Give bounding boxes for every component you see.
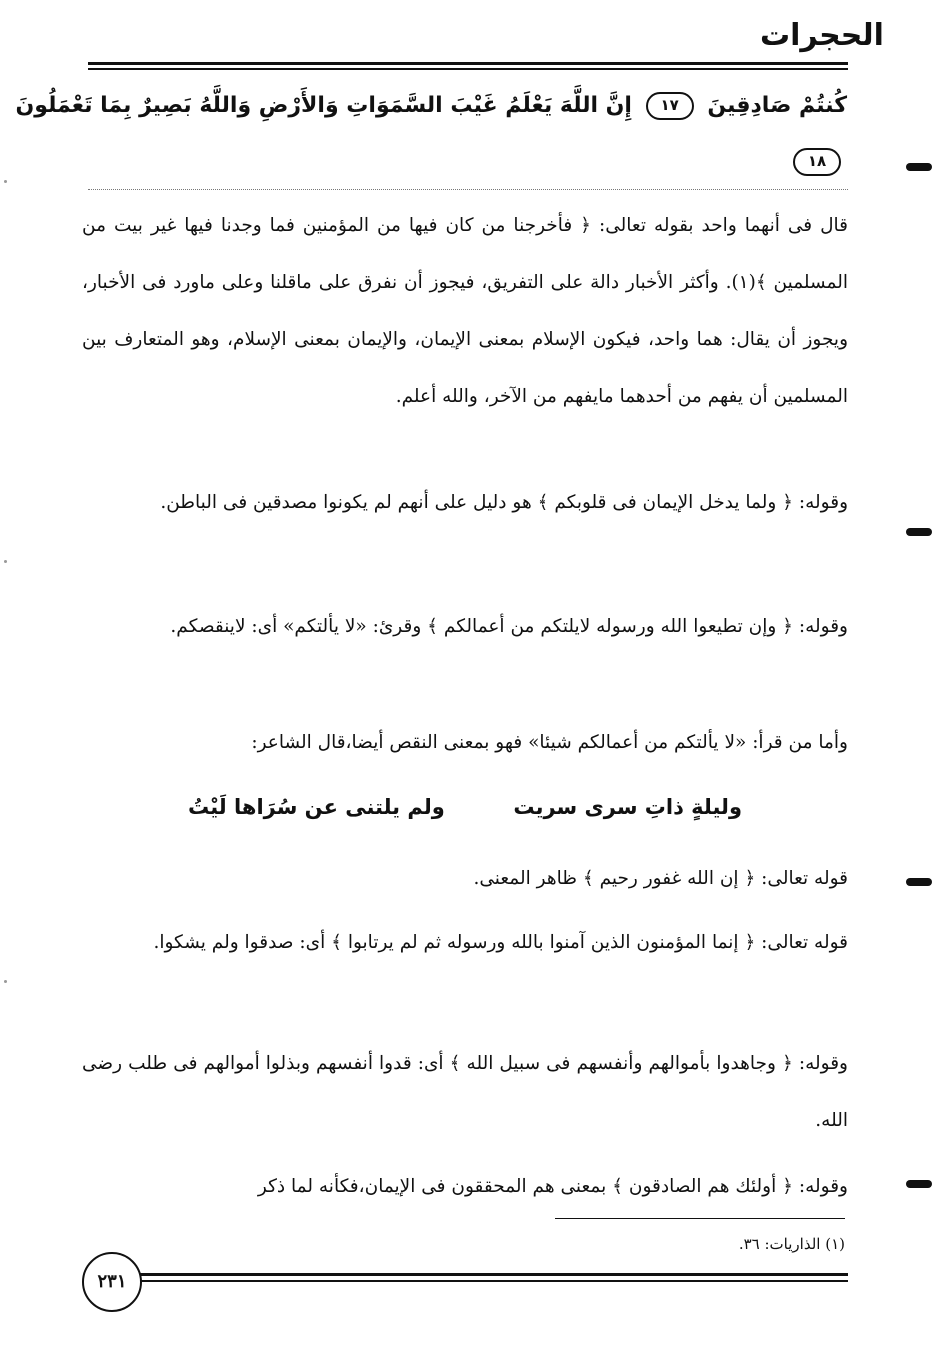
header-rule-bottom — [88, 68, 848, 70]
footnote: (١) الذاريات: ٣٦. — [738, 1235, 845, 1253]
ayah-marker-18: ١٨ — [793, 148, 841, 176]
margin-mark — [906, 878, 932, 886]
scan-speck — [4, 980, 7, 983]
paragraph-2: وقوله: ﴿ ولما يدخل الإيمان فى قلوبكم ﴾ هو دليل على أنهم لم يكونوا مصدقين فى الباطن. — [160, 492, 848, 513]
page-number: ٢٣١ — [82, 1252, 142, 1312]
quran-text-1: كُنتُمْ صَادِقِينَ — [707, 93, 847, 118]
paragraph-3: وقوله: ﴿ وإن تطيعوا الله ورسوله لايلتكم من أعمالكم ﴾ وقرئ: «لا يألتكم» أى: لاينقصكم. — [170, 616, 848, 637]
quran-line-1 — [16, 92, 848, 120]
footer-rule-top — [138, 1273, 848, 1276]
quran-text-1b: إِنَّ اللَّهَ يَعْلَمُ غَيْبَ السَّمَوَاتِ وَالأَرْضِ وَاللَّهُ بَصِيرٌ بِمَا تَعْمَلُونَ — [15, 93, 632, 118]
section-divider — [88, 189, 848, 190]
ayah-marker-17: ١٧ — [646, 92, 694, 120]
verse-hemistich-right: وليلةٍ ذاتِ سرى سريت — [513, 795, 742, 819]
paragraph-5: قوله تعالى: ﴿ إن الله غفور رحيم ﴾ ظاهر المعنى. — [473, 868, 848, 889]
paragraph-8: وقوله: ﴿ أولئك هم الصادقون ﴾ بمعنى هم المحققون فى الإيمان،فكأنه لما ذكر — [257, 1176, 848, 1197]
footer-rule-bottom — [138, 1280, 848, 1282]
quran-line-2 — [787, 148, 847, 176]
paragraph-1: قال فى أنهما واحد بقوله تعالى: ﴿ فأخرجنا من كان فيها من المؤمنين فما وجدنا فيها غير بيت من المسلمين ﴾(١). وأكثر الأخبار دالة على التفريق، فيجوز أن نفرق على ماقلنا وعلى ماورد فى الأخبار، ويجوز أن يقال: هما واحد، فيكون الإسلام بمعنى الإيمان، والإيمان بمعنى الإسلام، وهو المتعارف بين المسلمين أن يفهم من أحدهما مايفهم من الآخر، والله أعلم. — [82, 215, 848, 407]
scan-speck — [4, 560, 7, 563]
header-rule-top — [88, 62, 848, 65]
verse-hemistich-left: ولم يلتنى عن سُرَاها لَيْتُ — [188, 795, 445, 819]
scan-speck — [4, 180, 7, 183]
paragraph-6: قوله تعالى: ﴿ إنما المؤمنون الذين آمنوا بالله ورسوله ثم لم يرتابوا ﴾ أى: صدقوا ولم يشكوا. — [153, 932, 848, 953]
paragraph-7: وقوله: ﴿ وجاهدوا بأموالهم وأنفسهم فى سبيل الله ﴾ أى: قدوا أنفسهم وبذلوا أموالهم فى طلب رضى الله. — [82, 1053, 848, 1131]
margin-mark — [906, 163, 932, 171]
margin-mark — [906, 1180, 932, 1188]
paragraph-4: وأما من قرأ: «لا يألتكم من أعمالكم شيئا» فهو بمعنى النقص أيضا،قال الشاعر: — [251, 732, 848, 753]
footnote-rule — [555, 1218, 845, 1219]
running-title: الحجرات — [760, 18, 884, 53]
margin-mark — [906, 528, 932, 536]
